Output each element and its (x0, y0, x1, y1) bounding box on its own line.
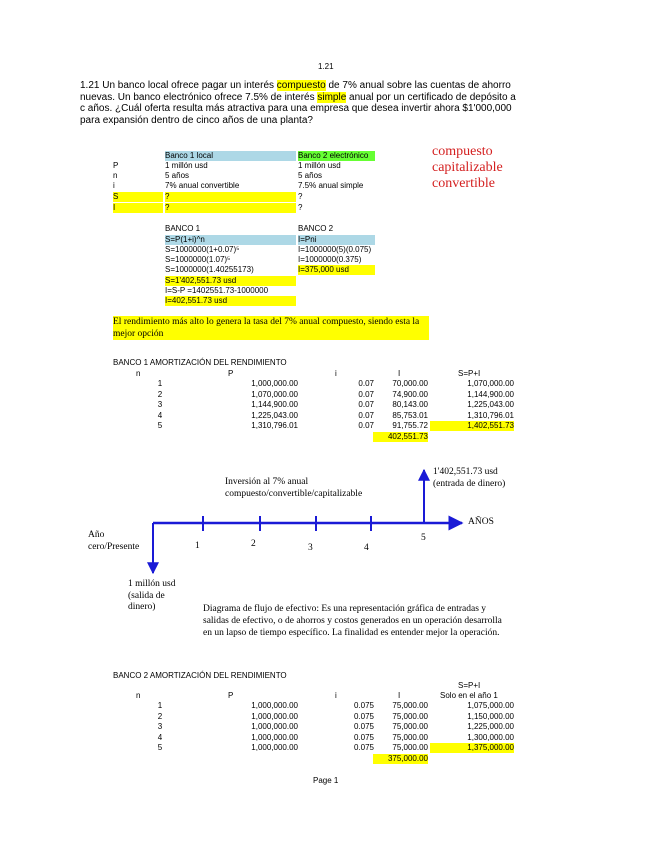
table2-header-n: n (136, 691, 141, 700)
bank1-p: 1 millón usd (165, 161, 208, 170)
red-note-line: convertible (432, 176, 495, 191)
red-note-line: compuesto (432, 144, 493, 159)
table1-header-interest: I (398, 369, 401, 378)
table2-cell-n: 1 (157, 701, 163, 710)
table1-cell-i: 0.07 (358, 410, 374, 420)
bank2-formula: I=1000000(0.375) (298, 255, 362, 264)
table2-header-p: P (228, 691, 234, 700)
page-header: 1.21 (318, 62, 334, 71)
start-label-line: cero/Presente (88, 541, 140, 552)
row-label-s: S (113, 192, 163, 202)
table1-cell-p: 1,144,900.00 (251, 400, 298, 409)
bank2-p: 1 millón usd (298, 161, 341, 170)
bank1-formula: S=P(1+i)^n (165, 235, 296, 245)
table2-header-s: S=P+I (458, 681, 481, 690)
table2-cell-i: 0.075 (353, 722, 374, 731)
red-note-line: capitalizable (432, 160, 503, 175)
row-label-i: i (113, 181, 115, 190)
table1-total: 402,551.73 (373, 432, 428, 442)
table2-cell-p: 1,000,000.00 (251, 701, 298, 710)
table2-cell-interest: 75,000.00 (392, 722, 428, 731)
bank2-interest: ? (298, 203, 303, 212)
table2-cell-s: 1,150,000.00 (467, 711, 514, 721)
year-label: 4 (364, 543, 369, 553)
table1-cell-interest: 91,755.72 (392, 421, 428, 430)
table2-cell-p: 1,000,000.00 (251, 743, 298, 752)
bank1-formula: S=1'402,551.73 usd (165, 276, 296, 286)
bank1-formula: S=1000000(1.07)⁵ (165, 255, 231, 264)
bank1-title: BANCO 1 (165, 224, 201, 233)
table1-title: BANCO 1 AMORTIZACIÓN DEL RENDIMIENTO (113, 358, 287, 367)
problem-text: de 7% anual sobre las cuentas de ahorro nuevas. Un banco electrónico ofrece 7.5% de interés (80, 80, 511, 103)
table1-cell-i: 0.07 (358, 400, 374, 409)
table1-cell-i: 0.07 (358, 421, 374, 430)
table1-cell-interest: 70,000.00 (392, 379, 428, 388)
table2-cell-i: 0.075 (353, 732, 374, 742)
table1-cell-n: 4 (157, 410, 163, 420)
table2-cell-n: 3 (157, 722, 163, 731)
problem-text: 1.21 Un banco local ofrece pagar un interés (80, 80, 277, 91)
row-label-n: n (113, 171, 118, 180)
table2-header-interest: I (398, 691, 401, 700)
year-label: 1 (195, 541, 200, 551)
year-label: 5 (421, 533, 426, 543)
bank1-formula: I=S-P =1402551.73-1000000 (165, 286, 269, 295)
inflow-label (433, 467, 505, 490)
table2-cell-n: 5 (157, 743, 163, 752)
bank2-formula: I=1000000(5)(0.075) (298, 245, 372, 254)
bank2-formula: I=Pni (298, 235, 375, 245)
table1-cell-n: 2 (157, 389, 163, 399)
table1-cell-p: 1,070,000.00 (251, 389, 298, 399)
problem-text: anual por un certificado de depósito a c años. ¿Cuál oferta resulta más atractiva para una empresa que desea invertir ahora $1'000,000 para expansión dentro de cinco años de una planta? (80, 91, 516, 126)
bank2-header: Banco 2 electrónico (298, 151, 375, 161)
table2-cell-interest: 75,000.00 (392, 743, 428, 752)
rate-label (225, 477, 362, 500)
axis-label: AÑOS (468, 517, 494, 527)
table1-cell-i: 0.07 (358, 379, 374, 388)
table1-cell-interest: 74,900.00 (392, 389, 428, 399)
table2-cell-i: 0.075 (353, 743, 374, 752)
table1-header-p: P (228, 369, 234, 378)
table2-cell-interest: 75,000.00 (392, 711, 428, 721)
bank1-interest: ? (165, 203, 296, 213)
table1-cell-s: 1,310,796.01 (467, 410, 514, 420)
table1-header-i: i (335, 369, 337, 378)
inflow-note: (entrada de dinero) (433, 478, 506, 489)
table1-cell-p: 1,000,000.00 (251, 379, 298, 388)
table1-cell-p: 1,225,043.00 (251, 410, 298, 420)
table2-cell-s: 1,300,000.00 (467, 732, 514, 742)
bank1-formula: S=1000000(1.40255173) (165, 265, 254, 274)
bank1-header: Banco 1 local (165, 151, 296, 161)
bank1-i: 7% anual convertible (165, 181, 240, 190)
outflow-label (128, 579, 176, 614)
bank1-n: 5 años (165, 171, 190, 180)
rate-label-line: compuesto/convertible/capitalizable (225, 488, 363, 499)
table1-cell-interest: 80,143.00 (392, 400, 428, 409)
year-label: 3 (308, 543, 313, 553)
table2-title: BANCO 2 AMORTIZACIÓN DEL RENDIMIENTO (113, 671, 287, 680)
outflow-line: dinero) (128, 602, 156, 612)
table1-cell-s: 1,225,043.00 (467, 400, 514, 409)
table2-cell-interest: 75,000.00 (392, 732, 428, 742)
table2-cell-n: 4 (157, 732, 163, 742)
table1-header-s: S=P+I (458, 369, 481, 378)
highlighted-term: compuesto (276, 80, 326, 91)
start-label (88, 530, 139, 553)
table1-cell-s: 1,144,900.00 (467, 389, 514, 399)
table1-cell-n: 3 (157, 400, 163, 409)
conclusion: El rendimiento más alto lo genera la tasa del 7% anual compuesto, siendo esta la mejor opción (113, 316, 429, 340)
table2-cell-s: 1,225,000.00 (467, 722, 514, 731)
diagram-description: Diagrama de flujo de efectivo: Es una representación gráfica de entradas y salidas de efectivo, o de ahorros y costos generados en un operación desarrolla en un lapso de tiempo específico. La finalidad es entender mejor la operación. (203, 604, 502, 638)
table1-cell-n: 5 (157, 421, 163, 430)
page-footer: Page 1 (313, 776, 339, 785)
table1-header-n: n (136, 369, 141, 378)
table2-cell-p: 1,000,000.00 (251, 732, 298, 742)
table1-cell-n: 1 (157, 379, 163, 388)
bank1-formula: I=402,551.73 usd (165, 296, 296, 306)
year-label: 2 (251, 539, 256, 549)
table2-cell-p: 1,000,000.00 (251, 722, 298, 731)
table1-cell-s: 1,070,000.00 (467, 379, 514, 388)
bank2-n: 5 años (298, 171, 323, 180)
rate-label-line: Inversión al 7% anual (225, 477, 309, 487)
inflow-amount: 1'402,551.73 usd (433, 467, 498, 477)
bank2-s: ? (298, 192, 303, 201)
bank2-title: BANCO 2 (298, 224, 334, 233)
table2-cell-interest: 75,000.00 (392, 701, 428, 710)
outflow-line: (salida de (128, 590, 165, 601)
bank2-i: 7.5% anual simple (298, 181, 364, 190)
table2-cell-n: 2 (157, 711, 163, 721)
table2-cell-s: 1,375,000.00 (430, 743, 514, 753)
start-label-line: Año (88, 530, 105, 540)
bank2-formula: I=375,000 usd (298, 265, 375, 275)
bank1-formula: S=1000000(1+0.07)⁵ (165, 245, 240, 254)
table2-total: 375,000.00 (373, 754, 428, 764)
row-label-interest: I (113, 203, 163, 213)
table2-header-i: i (335, 691, 337, 700)
table2-cell-i: 0.075 (353, 701, 374, 710)
table2-header-note: Solo en el año 1 (440, 691, 498, 700)
table2-cell-p: 1,000,000.00 (251, 711, 298, 721)
outflow-line: 1 millón usd (128, 579, 176, 589)
highlighted-term: simple (317, 91, 347, 103)
table1-cell-p: 1,310,796.01 (251, 421, 298, 430)
table1-cell-interest: 85,753.01 (392, 410, 428, 420)
row-label-p: P (113, 161, 119, 170)
table1-cell-i: 0.07 (358, 389, 374, 399)
table2-cell-i: 0.075 (353, 711, 374, 721)
table1-cell-s: 1,402,551.73 (430, 421, 514, 431)
bank1-s: ? (165, 192, 296, 202)
table2-cell-s: 1,075,000.00 (467, 701, 514, 710)
